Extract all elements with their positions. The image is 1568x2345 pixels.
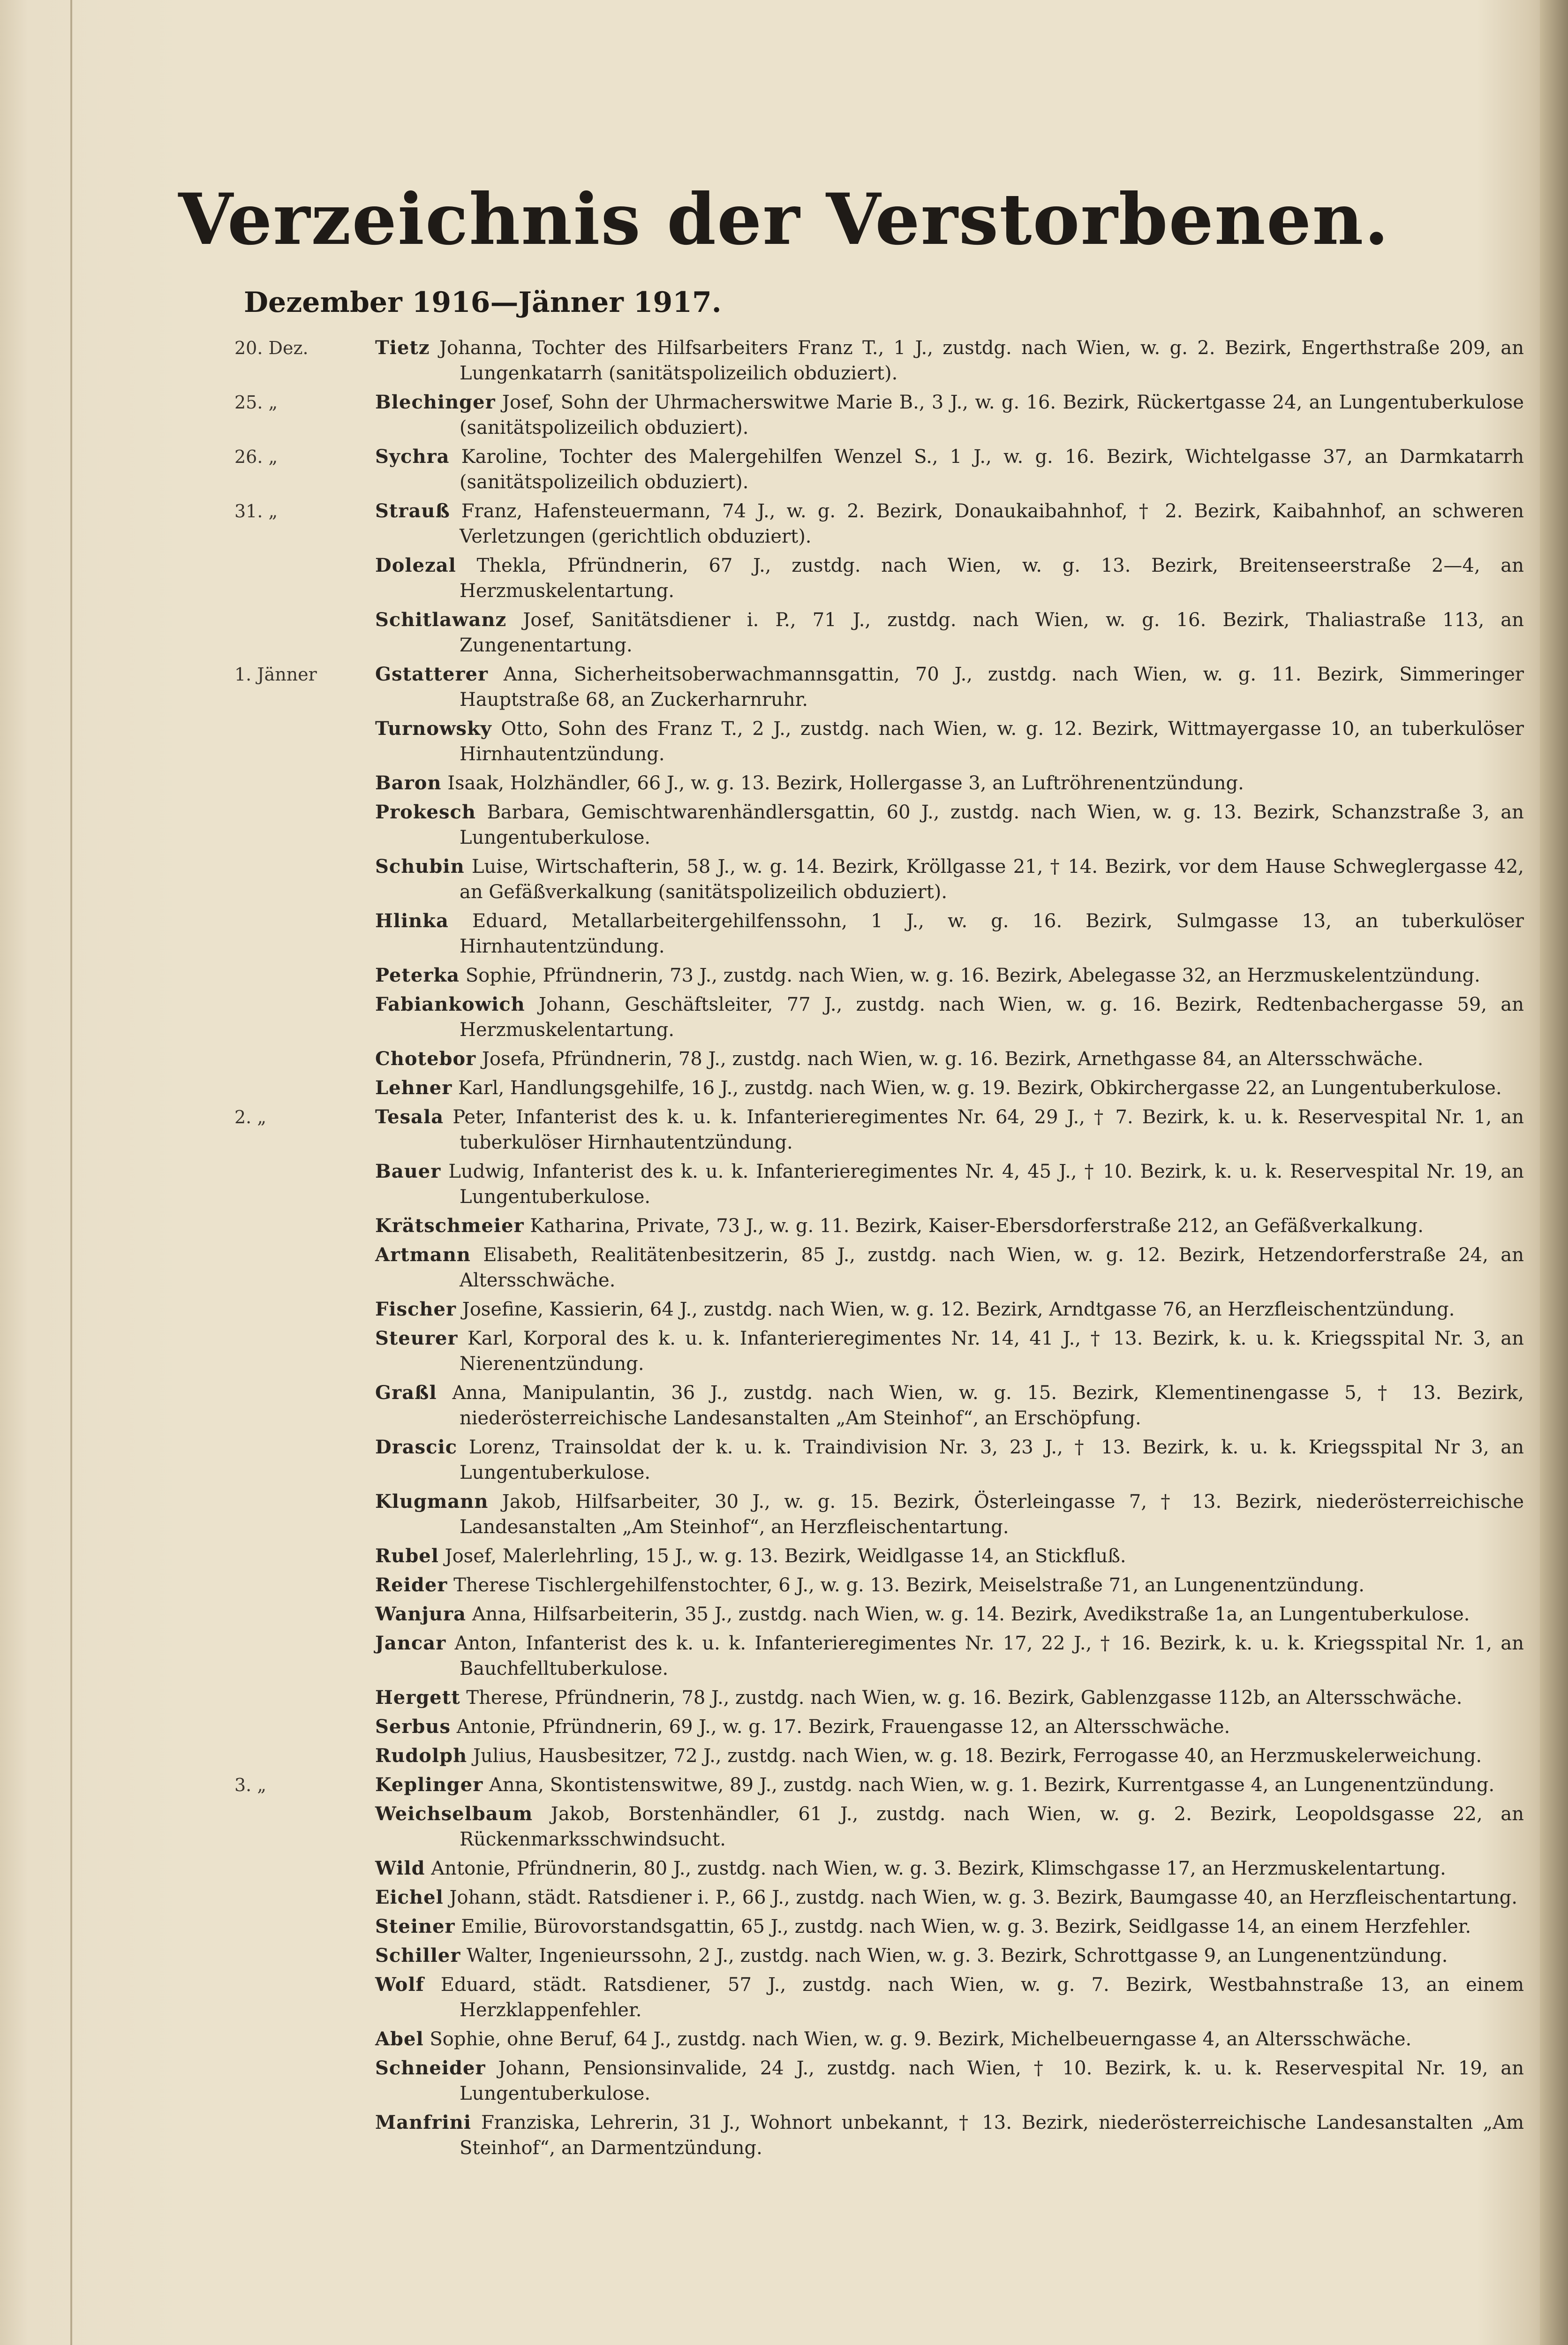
entry-details: Johann, Pensionsinvalide, 24 J., zustdg. nach Wien, † 10. Bezirk, k. u. k. Reservespital Nr. 19, an Lungentuberkulose. — [460, 2058, 1524, 2104]
entry-details: Josefine, Kassierin, 64 J., zustdg. nach Wien, w. g. 12. Bezirk, Arndtgasse 76, an Herzfleischentzündung. — [462, 1299, 1455, 1320]
register-entry — [234, 800, 1524, 850]
entry-surname: Peterka — [375, 964, 460, 986]
entry-surname: Gstatterer — [375, 663, 489, 685]
entry-text — [375, 1046, 1524, 1072]
entry-text — [375, 2027, 1524, 2052]
entry-text — [375, 662, 1524, 712]
entry-details: Eduard, Metallarbeitergehilfenssohn, 1 J., w. g. 16. Bezirk, Sulmgasse 13, an tuberkulöser Hirnhautentzündung. — [460, 910, 1524, 957]
register-entry — [234, 1104, 1524, 1155]
entry-details: Peter, Infanterist des k. u. k. Infanterieregimentes Nr. 64, 29 J., † 7. Bezirk, k. u. k. Reservespital Nr. 1, an tuberkulöser Hirnhautentzündung. — [452, 1106, 1524, 1153]
entry-details: Anna, Skontistenswitwe, 89 J., zustdg. nach Wien, w. g. 1. Bezirk, Kurrentgasse 4, an Lungenentzündung. — [489, 1774, 1495, 1796]
entry-details: Walter, Ingenieurssohn, 2 J., zustdg. nach Wien, w. g. 3. Bezirk, Schrottgasse 9, an Lungenentzündung. — [467, 1945, 1448, 1967]
register-entry — [234, 553, 1524, 604]
entry-details: Otto, Sohn des Franz T., 2 J., zustdg. nach Wien, w. g. 12. Bezirk, Wittmayergasse 10, an tuberkulöser Hirnhautentzündung. — [460, 718, 1524, 765]
entry-details: Therese, Pfründnerin, 78 J., zustdg. nach Wien, w. g. 16. Bezirk, Gablenzgasse 112b, an Altersschwäche. — [466, 1687, 1462, 1709]
entry-date: 26. „ — [234, 446, 278, 467]
entry-surname: Wanjura — [375, 1603, 466, 1625]
entry-surname: Keplinger — [375, 1774, 483, 1796]
entry-text — [375, 1380, 1524, 1431]
register-entry — [234, 1856, 1524, 1881]
entry-details: Isaak, Holzhändler, 66 J., w. g. 13. Bezirk, Hollergasse 3, an Luftröhrenentzündung. — [447, 772, 1244, 794]
entry-text — [375, 1242, 1524, 1293]
entry-text — [375, 1213, 1524, 1239]
register-entry — [234, 1213, 1524, 1239]
entry-details: Karoline, Tochter des Malergehilfen Wenzel S., 1 J., w. g. 16. Bezirk, Wichtelgasse 37, an Darmkatarrh (sanitätspolizeilich obduziert). — [460, 446, 1524, 493]
entry-text — [375, 1685, 1524, 1710]
entry-surname: Bauer — [375, 1160, 441, 1182]
register-entry — [234, 1685, 1524, 1710]
entry-surname: Dolezal — [375, 554, 456, 576]
entry-surname: Schiller — [375, 1944, 461, 1967]
register-entry — [234, 2110, 1524, 2161]
entry-text — [375, 607, 1524, 658]
entry-text — [375, 771, 1524, 796]
register-entry — [234, 1972, 1524, 2023]
entry-surname: Weichselbaum — [375, 1803, 533, 1825]
binding-spine — [70, 0, 72, 2345]
entry-text — [375, 1914, 1524, 1939]
entry-details: Franziska, Lehrerin, 31 J., Wohnort unbekannt, † 13. Bezirk, niederösterreichische Landesanstalten „Am Steinhof“, an Darmentzündung. — [460, 2112, 1524, 2159]
entry-surname: Baron — [375, 772, 442, 794]
entry-surname: Schitlawanz — [375, 609, 507, 631]
entry-details: Johann, Geschäftsleiter, 77 J., zustdg. nach Wien, w. g. 16. Bezirk, Redtenbachergasse 59, an Herzmuskelentartung. — [460, 994, 1524, 1041]
register-entry — [234, 1772, 1524, 1798]
entry-date: 31. „ — [234, 501, 278, 522]
entry-text — [375, 1159, 1524, 1210]
entry-text — [375, 1104, 1524, 1155]
entry-surname: Rubel — [375, 1545, 439, 1567]
entry-surname: Reider — [375, 1574, 448, 1596]
entry-text — [375, 390, 1524, 440]
entry-date: 1. Jänner — [234, 664, 317, 685]
entry-details: Julius, Hausbesitzer, 72 J., zustdg. nach Wien, w. g. 18. Bezirk, Ferrogasse 40, an Herzmuskelerweichung. — [473, 1745, 1482, 1767]
entry-surname: Wolf — [375, 1974, 424, 1996]
register-entry — [234, 390, 1524, 440]
entry-text — [375, 499, 1524, 549]
register-entry — [234, 963, 1524, 988]
entry-surname: Sychra — [375, 446, 450, 468]
entry-date: 25. „ — [234, 392, 278, 413]
register-entry — [234, 1943, 1524, 1968]
entry-surname: Klugmann — [375, 1490, 489, 1513]
entry-text — [375, 992, 1524, 1043]
entry-details: Karl, Handlungsgehilfe, 16 J., zustdg. nach Wien, w. g. 19. Bezirk, Obkirchergasse 22, an Lungentuberkulose. — [458, 1077, 1502, 1099]
entry-details: Jakob, Hilfsarbeiter, 30 J., w. g. 15. Bezirk, Österleingasse 7, † 13. Bezirk, niederösterreichische Landesanstalten „Am Steinhof“, an Herzfleischentartung. — [460, 1491, 1524, 1538]
entry-surname: Steiner — [375, 1915, 455, 1937]
entry-surname: Hergett — [375, 1687, 460, 1709]
register-entry — [234, 771, 1524, 796]
register-entry — [234, 1489, 1524, 1540]
entry-text — [375, 1856, 1524, 1881]
register-entry — [234, 1046, 1524, 1072]
page-title: Verzeichnis der Verstorbenen. — [178, 178, 1390, 261]
entry-surname: Graßl — [375, 1382, 437, 1404]
entry-date: 20. Dez. — [234, 338, 309, 358]
register-entry — [234, 716, 1524, 767]
entry-surname: Fabiankowich — [375, 993, 525, 1015]
entry-text — [375, 1943, 1524, 1968]
entry-surname: Prokesch — [375, 801, 476, 823]
entry-details: Johann, städt. Ratsdiener i. P., 66 J., zustdg. nach Wien, w. g. 3. Bezirk, Baumgasse 40, an Herzfleischentartung. — [449, 1887, 1518, 1908]
register-entry — [234, 2027, 1524, 2052]
entry-surname: Jancar — [375, 1632, 446, 1654]
entry-surname: Chotebor — [375, 1048, 476, 1070]
register-entry — [234, 444, 1524, 495]
entry-text — [375, 335, 1524, 386]
entry-text — [375, 1075, 1524, 1101]
entry-surname: Eichel — [375, 1886, 444, 1908]
entry-text — [375, 1543, 1524, 1569]
entry-details: Franz, Hafensteuermann, 74 J., w. g. 2. Bezirk, Donaukaibahnhof, † 2. Bezirk, Kaibahnhof, an schweren Verletzungen (gerichtlich obduziert). — [460, 500, 1524, 547]
entry-details: Sophie, ohne Beruf, 64 J., zustdg. nach Wien, w. g. 9. Bezirk, Michelbeuerngasse 4, an Altersschwäche. — [430, 2028, 1412, 2050]
entry-details: Josef, Malerlehrling, 15 J., w. g. 13. Bezirk, Weidlgasse 14, an Stickfluß. — [445, 1545, 1126, 1567]
register-entry — [234, 992, 1524, 1043]
entry-details: Josefa, Pfründnerin, 78 J., zustdg. nach Wien, w. g. 16. Bezirk, Arnethgasse 84, an Altersschwäche. — [482, 1048, 1424, 1070]
register-entry — [234, 662, 1524, 712]
register-entry — [234, 1801, 1524, 1852]
entry-text — [375, 2056, 1524, 2106]
entry-details: Karl, Korporal des k. u. k. Infanterieregimentes Nr. 14, 41 J., † 13. Bezirk, k. u. k. Kriegsspital Nr. 3, an Nierenentzündung. — [460, 1328, 1524, 1375]
entry-surname: Manfrini — [375, 2111, 472, 2133]
entry-text — [375, 1435, 1524, 1485]
entry-surname: Krätschmeier — [375, 1215, 524, 1237]
entry-surname: Abel — [375, 2028, 424, 2050]
entry-text — [375, 1885, 1524, 1910]
entry-surname: Tietz — [375, 337, 430, 359]
entry-details: Anna, Sicherheitsoberwachmannsgattin, 70 J., zustdg. nach Wien, w. g. 11. Bezirk, Simmeringer Hauptstraße 68, an Zuckerharnruhr. — [460, 664, 1524, 711]
entry-details: Anna, Hilfsarbeiterin, 35 J., zustdg. nach Wien, w. g. 14. Bezirk, Avedikstraße 1a, an Lungentuberkulose. — [472, 1604, 1470, 1625]
entry-surname: Schubin — [375, 855, 465, 877]
register-entry — [234, 1743, 1524, 1769]
entry-details: Therese Tischlergehilfenstochter, 6 J., w. g. 13. Bezirk, Meiselstraße 71, an Lungenentzündung. — [453, 1574, 1364, 1596]
entry-details: Barbara, Gemischtwarenhändlersgattin, 60 J., zustdg. nach Wien, w. g. 13. Bezirk, Schanzstraße 3, an Lungentuberkulose. — [460, 802, 1524, 848]
entry-details: Johanna, Tochter des Hilfsarbeiters Franz T., 1 J., zustdg. nach Wien, w. g. 2. Bezirk, Engerthstraße 209, an Lungenkatarrh (sanitätspolizeilich obduziert). — [439, 337, 1524, 384]
register-entry — [234, 607, 1524, 658]
register-entry — [234, 1242, 1524, 1293]
entry-surname: Hlinka — [375, 910, 449, 932]
page-edge — [1540, 0, 1568, 2345]
register-entry — [234, 1573, 1524, 1598]
entry-surname: Fischer — [375, 1298, 457, 1320]
register-entry — [234, 854, 1524, 905]
entry-details: Antonie, Pfründnerin, 69 J., w. g. 17. Bezirk, Frauengasse 12, an Altersschwäche. — [456, 1716, 1230, 1738]
entry-date: 3. „ — [234, 1775, 267, 1795]
register-entry — [234, 1380, 1524, 1431]
register-entry — [234, 1885, 1524, 1910]
entry-text — [375, 854, 1524, 905]
register-entry — [234, 1326, 1524, 1377]
entry-text — [375, 1326, 1524, 1377]
entry-surname: Drascic — [375, 1436, 458, 1458]
register-entry — [234, 335, 1524, 386]
entry-text — [375, 1489, 1524, 1540]
entry-details: Lorenz, Trainsoldat der k. u. k. Traindivision Nr. 3, 23 J., † 13. Bezirk, k. u. k. Kriegsspital Nr 3, an Lungentuberkulose. — [460, 1437, 1524, 1483]
register-entry — [234, 908, 1524, 959]
entry-surname: Wild — [375, 1857, 425, 1879]
entry-surname: Schneider — [375, 2057, 486, 2079]
entry-details: Anton, Infanterist des k. u. k. Infanterieregimentes Nr. 17, 22 J., † 16. Bezirk, k. u. k. Kriegsspital Nr. 1, an Bauchfelltuberkulose. — [454, 1633, 1524, 1679]
entry-details: Luise, Wirtschafterin, 58 J., w. g. 14. Bezirk, Kröllgasse 21, † 14. Bezirk, vor dem Hause Schweglergasse 42, an Gefäßverkalkung (sanitätspolizeilich obduziert). — [460, 856, 1524, 903]
entry-details: Anna, Manipulantin, 36 J., zustdg. nach Wien, w. g. 15. Bezirk, Klementinengasse 5, † 13. Bezirk, niederösterreichische Landesanstalten „Am Steinhof“, an Erschöpfung. — [452, 1382, 1524, 1429]
entry-details: Antonie, Pfründnerin, 80 J., zustdg. nach Wien, w. g. 3. Bezirk, Klimschgasse 17, an Herzmuskelentartung. — [431, 1858, 1446, 1879]
entry-text — [375, 908, 1524, 959]
entry-text — [375, 1631, 1524, 1681]
entry-details: Katharina, Private, 73 J., w. g. 11. Bezirk, Kaiser-Ebersdorferstraße 212, an Gefäßverkalkung. — [530, 1215, 1424, 1237]
entry-text — [375, 716, 1524, 767]
entry-details: Josef, Sohn der Uhrmacherswitwe Marie B., 3 J., w. g. 16. Bezirk, Rückertgasse 24, an Lungentuberkulose (sanitätspolizeilich obduziert). — [460, 392, 1524, 439]
entry-surname: Rudolph — [375, 1745, 467, 1767]
register-entry — [234, 1435, 1524, 1485]
death-register-list — [234, 335, 1524, 2164]
entry-text — [375, 553, 1524, 604]
register-entry — [234, 1914, 1524, 1939]
register-entry — [234, 1159, 1524, 1210]
entry-details: Elisabeth, Realitätenbesitzerin, 85 J., zustdg. nach Wien, w. g. 12. Bezirk, Hetzendorferstraße 24, an Altersschwäche. — [460, 1244, 1524, 1291]
entry-text — [375, 1714, 1524, 1740]
entry-text — [375, 1573, 1524, 1598]
period-heading: Dezember 1916—Jänner 1917. — [244, 286, 722, 319]
entry-details: Sophie, Pfründnerin, 73 J., zustdg. nach Wien, w. g. 16. Bezirk, Abelegasse 32, an Herzmuskelentzündung. — [465, 965, 1480, 986]
entry-text — [375, 444, 1524, 495]
entry-surname: Tesala — [375, 1106, 444, 1128]
entry-text — [375, 2110, 1524, 2161]
entry-surname: Steurer — [375, 1327, 458, 1349]
entry-surname: Lehner — [375, 1077, 452, 1099]
register-entry — [234, 1631, 1524, 1681]
entry-details: Emilie, Bürovorstandsgattin, 65 J., zustdg. nach Wien, w. g. 3. Bezirk, Seidlgasse 14, an einem Herzfehler. — [461, 1916, 1471, 1937]
register-entry — [234, 2056, 1524, 2106]
entry-surname: Artmann — [375, 1244, 471, 1266]
entry-text — [375, 1602, 1524, 1627]
register-entry — [234, 499, 1524, 549]
entry-surname: Strauß — [375, 500, 450, 522]
entry-text — [375, 800, 1524, 850]
entry-details: Josef, Sanitätsdiener i. P., 71 J., zustdg. nach Wien, w. g. 16. Bezirk, Thaliastraße 113, an Zungenentartung. — [460, 609, 1524, 656]
entry-details: Jakob, Borstenhändler, 61 J., zustdg. nach Wien, w. g. 2. Bezirk, Leopoldsgasse 22, an Rückenmarksschwindsucht. — [460, 1803, 1524, 1850]
register-entry — [234, 1075, 1524, 1101]
entry-details: Ludwig, Infanterist des k. u. k. Infanterieregimentes Nr. 4, 45 J., † 10. Bezirk, k. u. k. Reservespital Nr. 19, an Lungentuberkulose. — [448, 1161, 1524, 1208]
entry-details: Thekla, Pfründnerin, 67 J., zustdg. nach Wien, w. g. 13. Bezirk, Breitenseerstraße 2—4, an Herzmuskelentartung. — [460, 555, 1524, 602]
entry-text — [375, 1743, 1524, 1769]
entry-surname: Turnowsky — [375, 718, 492, 740]
register-entry — [234, 1297, 1524, 1322]
entry-surname: Blechinger — [375, 391, 496, 413]
entry-details: Eduard, städt. Ratsdiener, 57 J., zustdg. nach Wien, w. g. 7. Bezirk, Westbahnstraße 13, an einem Herzklappenfehler. — [440, 1974, 1524, 2021]
register-entry — [234, 1714, 1524, 1740]
register-entry — [234, 1543, 1524, 1569]
entry-text — [375, 1772, 1524, 1798]
register-entry — [234, 1602, 1524, 1627]
entry-text — [375, 1801, 1524, 1852]
entry-text — [375, 1972, 1524, 2023]
entry-date: 2. „ — [234, 1107, 267, 1127]
entry-text — [375, 1297, 1524, 1322]
entry-text — [375, 963, 1524, 988]
entry-surname: Serbus — [375, 1716, 451, 1738]
